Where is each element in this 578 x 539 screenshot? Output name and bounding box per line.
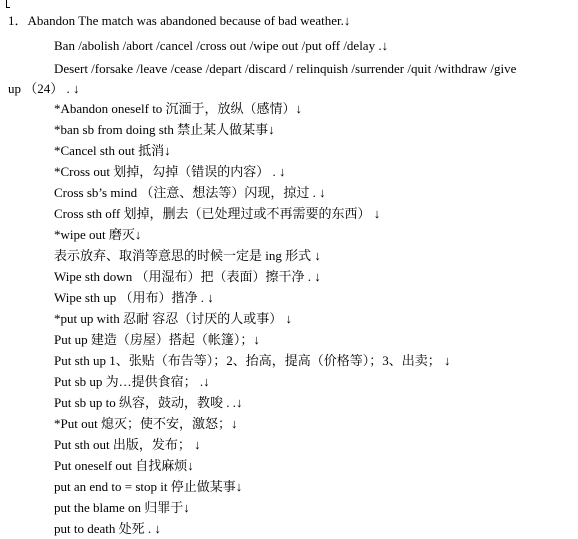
phrase-line: Put up 建造（房屋）搭起（帐篷）；↓ [54, 332, 260, 347]
synonym-line-cont: up （24） . ↓ [8, 81, 80, 96]
phrase-line: put an end to = stop it 停止做某事↓ [54, 479, 243, 494]
phrase-line: Put sb up to 纵容，鼓动，教唆 . .↓ [54, 395, 243, 410]
phrase-line: Put sth up 1、张贴（布告等）；2、抬高，提高（价格等）；3、出卖； ↓ [54, 353, 451, 368]
phrase-line: *Abandon oneself to 沉湎于，放纵（感情）↓ [54, 101, 303, 116]
phrase-line: *put up with 忍耐 容忍（讨厌的人或事） ↓ [54, 311, 292, 326]
note-line: 表示放弃、取消等意思的时候一定是 ing 形式 ↓ [54, 248, 321, 263]
phrase-line: put the blame on 归罪于↓ [54, 500, 190, 515]
entry-title-line: 1．Abandon The match was abandoned because of bad weather.↓ [8, 13, 351, 28]
phrase-line: Wipe sth up （用布）揩净 . ↓ [54, 290, 214, 305]
synonym-line: Ban /abolish /abort /cancel /cross out /wipe out /put off /delay .↓ [54, 38, 389, 53]
phrase-line: *wipe out 磨灭↓ [54, 227, 142, 242]
phrase-line: Put oneself out 自找麻烦↓ [54, 458, 194, 473]
phrase-line: Put sth out 出版，发布； ↓ [54, 437, 201, 452]
text-cursor-foot [6, 7, 10, 8]
phrase-line: Cross sb’s mind （注意、想法等）闪现，掠过 . ↓ [54, 185, 326, 200]
phrase-line: *Cross out 划掉，勾掉（错误的内容） . ↓ [54, 164, 286, 179]
phrase-line: Cross sth off 划掉，删去（已处理过或不再需要的东西） ↓ [54, 206, 381, 221]
phrase-line: Put sb up 为…提供食宿； .↓ [54, 374, 210, 389]
phrase-line: *ban sb from doing sth 禁止某人做某事↓ [54, 122, 275, 137]
synonym-line: Desert /forsake /leave /cease /depart /discard / relinquish /surrender /quit /withdraw /give [54, 61, 517, 76]
phrase-line: put to death 处死 . ↓ [54, 521, 161, 536]
phrase-line: *Put out 熄灭；使不安，激怒；↓ [54, 416, 238, 431]
phrase-line: *Cancel sth out 抵消↓ [54, 143, 171, 158]
phrase-line: Wipe sth down （用湿布）把（表面）擦干净 . ↓ [54, 269, 321, 284]
